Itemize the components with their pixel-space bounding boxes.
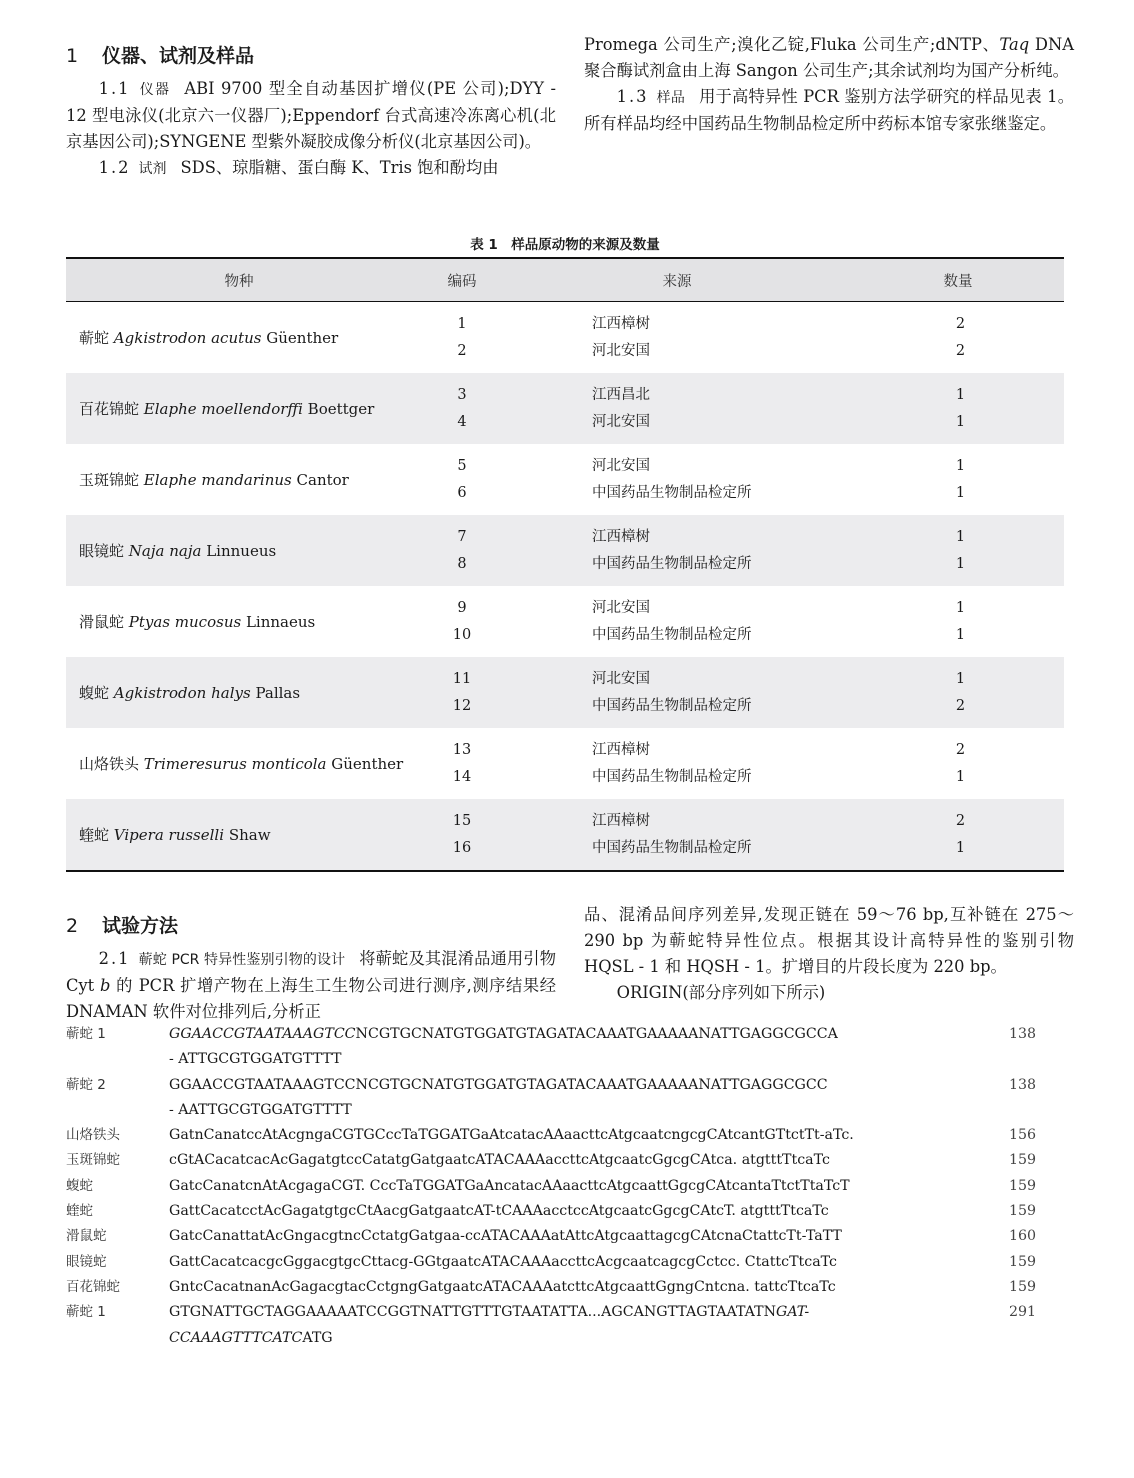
quantity-value: 1 bbox=[955, 670, 966, 687]
species-cell: 山烙铁头 Trimeresurus monticola Güenther bbox=[79, 755, 404, 773]
source-value: 江西樟树 bbox=[592, 812, 650, 829]
sequence-text: GatnCanatccAtAcgngaCGTGCccTaTGGATGaAtcatacAAaacttcAtgcaatcngcgCAtcantGTtctTt-aTc. bbox=[169, 1127, 854, 1144]
table-body bbox=[66, 302, 1064, 870]
quantity-value: 1 bbox=[955, 768, 966, 785]
source-cell bbox=[512, 311, 812, 365]
code-value: 6 bbox=[457, 484, 467, 501]
section-2-heading: 2 试验方法 bbox=[66, 915, 179, 937]
code-cell bbox=[412, 808, 512, 862]
sequence-alignment bbox=[66, 1022, 1066, 1351]
table-row bbox=[66, 728, 1064, 799]
sequence-continuation bbox=[66, 1326, 1066, 1351]
code-cell bbox=[412, 737, 512, 791]
species-cell: 蝰蛇 Vipera russelli Shaw bbox=[79, 826, 271, 844]
sequence-row bbox=[66, 1123, 1066, 1148]
sequence-text: - ATTGCGTGGATGTTTT bbox=[169, 1051, 342, 1068]
code-value: 15 bbox=[452, 812, 472, 829]
source-value: 河北安国 bbox=[592, 670, 650, 687]
sequence-species: 蝮蛇 bbox=[66, 1177, 93, 1194]
quantity-cell bbox=[812, 453, 1064, 507]
paragraph-1-3: 1.3 样品 用于高特异性 PCR 鉴别方法学研究的样品见表 1。所有样品均经中国药品生物制品检定所中药标本馆专家张继鉴定。 bbox=[584, 87, 1075, 133]
species-cell: 玉斑锦蛇 Elaphe mandarinus Cantor bbox=[79, 471, 349, 489]
sequence-text: GattCacatcacgcGggacgtgcCttacg-GGtgaatcATACAAAaccttcAcgcaatcagcgCctcc. CtattcTtcaTc bbox=[169, 1253, 837, 1270]
species-cell: 滑鼠蛇 Ptyas mucosus Linnaeus bbox=[79, 613, 316, 631]
source-value: 河北安国 bbox=[592, 599, 650, 616]
sequence-row bbox=[66, 1199, 1066, 1224]
sequence-length: 159 bbox=[1009, 1278, 1037, 1295]
code-value: 11 bbox=[452, 670, 472, 687]
sequence-text: GGAACCGTAATAAAGTCCNCGTGCNATGTGGATGTAGATACAAATGAAAAANATTGAGGCGCCA bbox=[169, 1026, 838, 1042]
header-source: 来源 bbox=[662, 273, 692, 290]
right-column-bottom bbox=[584, 902, 1074, 1006]
sequence-row bbox=[66, 1224, 1066, 1249]
sequence-species: 蕲蛇 1 bbox=[66, 1026, 106, 1042]
paragraph-2-1: 2.1 蕲蛇 PCR 特异性鉴别引物的设计 将蕲蛇及其混淆品通用引物 Cyt b 的 PCR 扩增产物在上海生工生物公司进行测序,测序结果经 DNAMAN 软件对位排列后,分析正 bbox=[66, 949, 556, 1021]
source-value: 中国药品生物制品检定所 bbox=[592, 626, 752, 643]
species-cell: 百花锦蛇 Elaphe moellendorffi Boettger bbox=[79, 400, 375, 418]
sequence-row bbox=[66, 1275, 1066, 1300]
quantity-value: 1 bbox=[955, 413, 966, 430]
quantity-value: 1 bbox=[955, 457, 966, 474]
quantity-cell bbox=[812, 808, 1064, 862]
sequence-species: 蝰蛇 bbox=[66, 1203, 93, 1220]
quantity-value: 1 bbox=[955, 528, 966, 545]
species-cell: 蝮蛇 Agkistrodon halys Pallas bbox=[79, 684, 301, 702]
code-value: 8 bbox=[457, 555, 467, 572]
source-cell bbox=[512, 737, 812, 791]
section-1-heading: 1 仪器、试剂及样品 bbox=[66, 45, 255, 67]
quantity-value: 2 bbox=[955, 741, 966, 758]
sequence-species: 蕲蛇 2 bbox=[66, 1076, 106, 1093]
table-row bbox=[66, 657, 1064, 728]
origin-label: ORIGIN(部分序列如下所示) bbox=[616, 983, 826, 1002]
left-column-bottom bbox=[66, 912, 556, 1025]
left-column-top bbox=[66, 42, 556, 182]
code-value: 5 bbox=[457, 457, 467, 474]
species-cell: 蕲蛇 Agkistrodon acutus Güenther bbox=[79, 329, 339, 347]
sequence-species: 蕲蛇 1 bbox=[66, 1304, 106, 1321]
quantity-cell bbox=[812, 524, 1064, 578]
quantity-cell bbox=[812, 311, 1064, 365]
quantity-value: 2 bbox=[955, 342, 966, 359]
sequence-row bbox=[66, 1174, 1066, 1199]
code-value: 12 bbox=[452, 697, 472, 714]
code-value: 1 bbox=[457, 315, 467, 332]
source-value: 中国药品生物制品检定所 bbox=[592, 484, 752, 501]
source-value: 江西樟树 bbox=[592, 528, 650, 545]
quantity-value: 1 bbox=[955, 626, 966, 643]
code-cell bbox=[412, 666, 512, 720]
code-value: 4 bbox=[457, 413, 467, 430]
sequence-text: cGtACacatcacAcGagatgtccCatatgGatgaatcATACAAAaccttcAtgcaatcGgcgCAtca. atgtttTtcaTc bbox=[169, 1152, 830, 1169]
code-cell bbox=[412, 311, 512, 365]
paragraph-1-2: 1.2 试剂 SDS、琼脂糖、蛋白酶 K、Tris 饱和酚均由 bbox=[98, 158, 499, 177]
source-value: 河北安国 bbox=[592, 457, 650, 474]
sequence-species: 滑鼠蛇 bbox=[66, 1228, 107, 1245]
sequence-species: 玉斑锦蛇 bbox=[66, 1152, 120, 1169]
quantity-cell bbox=[812, 382, 1064, 436]
quantity-value: 2 bbox=[955, 315, 966, 332]
code-value: 16 bbox=[452, 839, 472, 856]
source-value: 中国药品生物制品检定所 bbox=[592, 555, 752, 572]
quantity-value: 1 bbox=[955, 555, 966, 572]
paragraph-1-1: 1.1 仪器 ABI 9700 型全自动基因扩增仪(PE 公司);DYY - 12 型电泳仪(北京六一仪器厂);Eppendorf 台式高速冷冻离心机(北京基因公司);SYNGENE 型紫外凝胶成像分析仪(北京基因公司)。 bbox=[66, 79, 557, 151]
quantity-value: 2 bbox=[955, 697, 966, 714]
code-value: 14 bbox=[452, 768, 472, 785]
source-cell bbox=[512, 524, 812, 578]
sequence-text: GatcCanatcnAtAcgagaCGT. CccTaTGGATGaAncatacAAaacttcAtgcaattGgcgCAtcantaTtctTtaTcT bbox=[169, 1177, 850, 1194]
table-row bbox=[66, 799, 1064, 870]
sequence-row bbox=[66, 1022, 1066, 1047]
sequence-text: - AATTGCGTGGATGTTTT bbox=[169, 1101, 352, 1118]
sequence-length: 138 bbox=[1009, 1076, 1037, 1093]
quantity-cell bbox=[812, 666, 1064, 720]
sequence-length: 159 bbox=[1009, 1177, 1037, 1194]
code-value: 7 bbox=[457, 528, 467, 545]
source-value: 中国药品生物制品检定所 bbox=[592, 768, 752, 785]
paragraph-1-2-continued: Promega 公司生产;溴化乙锭,Fluka 公司生产;dNTP、Taq DNA 聚合酶试剂盒由上海 Sangon 公司生产;其余试剂均为国产分析纯。 bbox=[584, 35, 1074, 80]
quantity-value: 1 bbox=[955, 386, 966, 403]
source-cell bbox=[512, 595, 812, 649]
source-value: 中国药品生物制品检定所 bbox=[592, 697, 752, 714]
quantity-value: 1 bbox=[955, 599, 966, 616]
sequence-row bbox=[66, 1300, 1066, 1325]
sequence-continuation bbox=[66, 1098, 1066, 1123]
source-value: 江西昌北 bbox=[592, 386, 650, 403]
quantity-value: 1 bbox=[955, 839, 966, 856]
code-value: 13 bbox=[452, 741, 472, 758]
code-cell bbox=[412, 524, 512, 578]
sequence-text: GGAACCGTAATAAAGTCCNCGTGCNATGTGGATGTAGATACAAATGAAAAANATTGAGGCGCC bbox=[169, 1076, 828, 1093]
sequence-length: 138 bbox=[1009, 1026, 1037, 1042]
sequence-length: 159 bbox=[1009, 1253, 1037, 1270]
sequence-length: 291 bbox=[1009, 1304, 1037, 1321]
sequence-text: GTGNATTGCTAGGAAAAATCCGGTNATTGTTTGTAATATTA...AGCANGTTAGTAATATNGAT- bbox=[169, 1304, 810, 1321]
header-quantity: 数量 bbox=[943, 273, 973, 290]
source-cell bbox=[512, 808, 812, 862]
table-row bbox=[66, 515, 1064, 586]
header-code: 编码 bbox=[447, 273, 477, 290]
source-cell bbox=[512, 666, 812, 720]
code-value: 9 bbox=[457, 599, 467, 616]
sequence-length: 160 bbox=[1009, 1228, 1037, 1245]
code-value: 3 bbox=[457, 386, 467, 403]
quantity-value: 1 bbox=[955, 484, 966, 501]
table-row bbox=[66, 586, 1064, 657]
source-value: 江西樟树 bbox=[592, 741, 650, 758]
table-row bbox=[66, 444, 1064, 515]
sequence-text: GntcCacatnanAcGagacgtacCctgngGatgaatcATACAAAatcttcAtgcaattGgngCntcna. tattcTtcaTc bbox=[169, 1278, 836, 1295]
header-species: 物种 bbox=[224, 273, 254, 290]
source-value: 江西樟树 bbox=[592, 315, 650, 332]
source-cell bbox=[512, 453, 812, 507]
table-row bbox=[66, 373, 1064, 444]
sequence-continuation bbox=[66, 1047, 1066, 1072]
table-caption: 表 1 样品原动物的来源及数量 bbox=[470, 237, 660, 253]
sequence-species: 眼镜蛇 bbox=[66, 1253, 107, 1270]
quantity-cell bbox=[812, 737, 1064, 791]
sequence-text: GattCacatcctAcGagatgtgcCtAacgGatgaatcAT-tCAAAacctccAtgcaatcGgcgCAtcT. atgtttTtcaTc bbox=[169, 1203, 829, 1220]
sequence-length: 156 bbox=[1009, 1127, 1037, 1144]
table-row bbox=[66, 302, 1064, 373]
code-cell bbox=[412, 595, 512, 649]
species-cell: 眼镜蛇 Naja naja Linnueus bbox=[79, 542, 277, 560]
sequence-row bbox=[66, 1250, 1066, 1275]
sequence-row bbox=[66, 1073, 1066, 1098]
code-value: 10 bbox=[452, 626, 472, 643]
source-value: 中国药品生物制品检定所 bbox=[592, 839, 752, 856]
code-cell bbox=[412, 453, 512, 507]
sequence-length: 159 bbox=[1009, 1152, 1037, 1169]
table-header-row bbox=[66, 259, 1064, 302]
sequence-length: 159 bbox=[1009, 1203, 1037, 1220]
source-value: 河北安国 bbox=[592, 413, 650, 430]
sequence-text: CCAAAGTTTCATCATG bbox=[169, 1329, 333, 1346]
sequence-species: 百花锦蛇 bbox=[66, 1278, 120, 1295]
sequence-row bbox=[66, 1148, 1066, 1173]
code-cell bbox=[412, 382, 512, 436]
sequence-text: GatcCanattatAcGngacgtncCctatgGatgaa-ccATACAAAatAttcAtgcaattagcgCAtcnaCtattcTt-TaTT bbox=[169, 1228, 842, 1245]
source-cell bbox=[512, 382, 812, 436]
paragraph-2-1-continued: 品、混淆品间序列差异,发现正链在 59～76 bp,互补链在 275～290 bp 为蕲蛇特异性位点。根据其设计高特异性的鉴别引物 HQSL - 1 和 HQSH - 1。扩增目的片段长度为 220 bp。 bbox=[584, 905, 1074, 976]
code-value: 2 bbox=[457, 342, 467, 359]
quantity-cell bbox=[812, 595, 1064, 649]
right-column-top bbox=[584, 32, 1074, 137]
sample-table bbox=[66, 257, 1064, 872]
quantity-value: 2 bbox=[955, 812, 966, 829]
sequence-species: 山烙铁头 bbox=[66, 1127, 120, 1144]
source-value: 河北安国 bbox=[592, 342, 650, 359]
